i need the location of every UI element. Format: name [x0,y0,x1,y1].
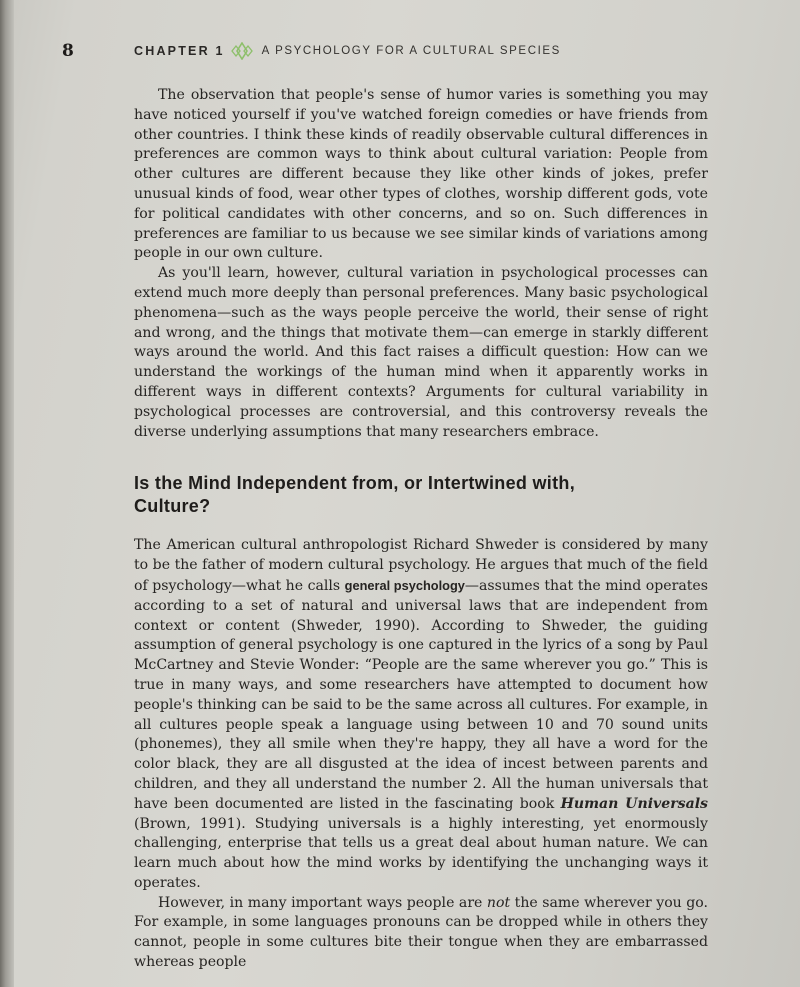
chapter-title: A PSYCHOLOGY FOR A CULTURAL SPECIES [261,45,561,57]
paragraph-cultural-variation: As you'll learn, however, cultural variation in psychological processes can extend much more deeply than personal preferences. Many basic psychological phenomena—such as the ways people perceive the world, their sense of right and wrong, and the things that motivate them—can emerge in starkly different ways around the world. And this fact raises a difficult question: How can we understand the workings of the human mind when it apparently works in different ways in different contexts? Arguments for cultural variability in psychological processes are controversial, and this controversy reveals the diverse underlying assumptions that many researchers embrace. [134,265,708,440]
emphasis-not: not [486,894,511,911]
paragraph-shweder [134,536,708,893]
section-heading: Is the Mind Independent from, or Intertwined with, Culture? [134,473,575,517]
page-binding-edge [0,0,14,987]
however-text-1: However, in many important ways people are [158,894,487,911]
book-title-human-universals: Human Universals [560,795,708,812]
however-text-2: the same wherever you go. For example, in some languages pronouns can be dropped while in others they cannot, people in some cultures bite their tongue when they are embarrassed whereas people [134,894,709,971]
paragraph-however [134,894,708,973]
key-term-general-psychology: general psychology [344,577,465,593]
shweder-text-2: —assumes that the mind operates according to a set of natural and universal laws that are independent from context or content (Shweder, 1990). According to Shweder, the guiding assumption of general psychology is one captured in the lyrics of a song by Paul McCartney and Stevie Wonder: “People are the same wherever you go.” This is true in many ways, and some researchers have attempted to document how people's thinking can be said to be the same across all cultures. For example, in all cultures people speak a language using between 10 and 70 sound units (phonemes), they all smile when they're happy, they all have a word for the color black, they are all disgusted at the idea of incest between parents and children, and they all understand the number 2. All the human universals that have been documented are listed in the fascinating book [134,577,708,812]
shweder-text-1: The American cultural anthropologist Richard Shweder is considered by many to be the father of modern cultural psychology. He argues that much of the field of psychology—what he calls [134,537,708,594]
running-header [62,40,760,62]
shweder-text-3: (Brown, 1991). Studying universals is a highly interesting, yet enormously challenging, enterprise that tells us a great deal about human nature. We can learn much about how the mind works by identifying the unchanging ways it operates. [134,815,708,891]
chapter-label: CHAPTER 1 [134,44,225,58]
paragraph-humor: The observation that people's sense of humor varies is something you may have noticed yourself if you've watched foreign comedies or have friends from other countries. I think these kinds of readily observable cultural differences in preferences are common ways to think about cultural variation: People from other cultures are different because they like other kinds of jokes, prefer unusual kinds of food, wear other types of clothes, worship different gods, vote for political candidates with other concerns, and so on. Such differences in preferences are familiar to us because we see similar kinds of variations among people in our own culture. [134,87,708,262]
page-number: 8 [62,41,74,61]
chapter-diamond-icon [231,42,253,60]
page-body [134,86,708,973]
